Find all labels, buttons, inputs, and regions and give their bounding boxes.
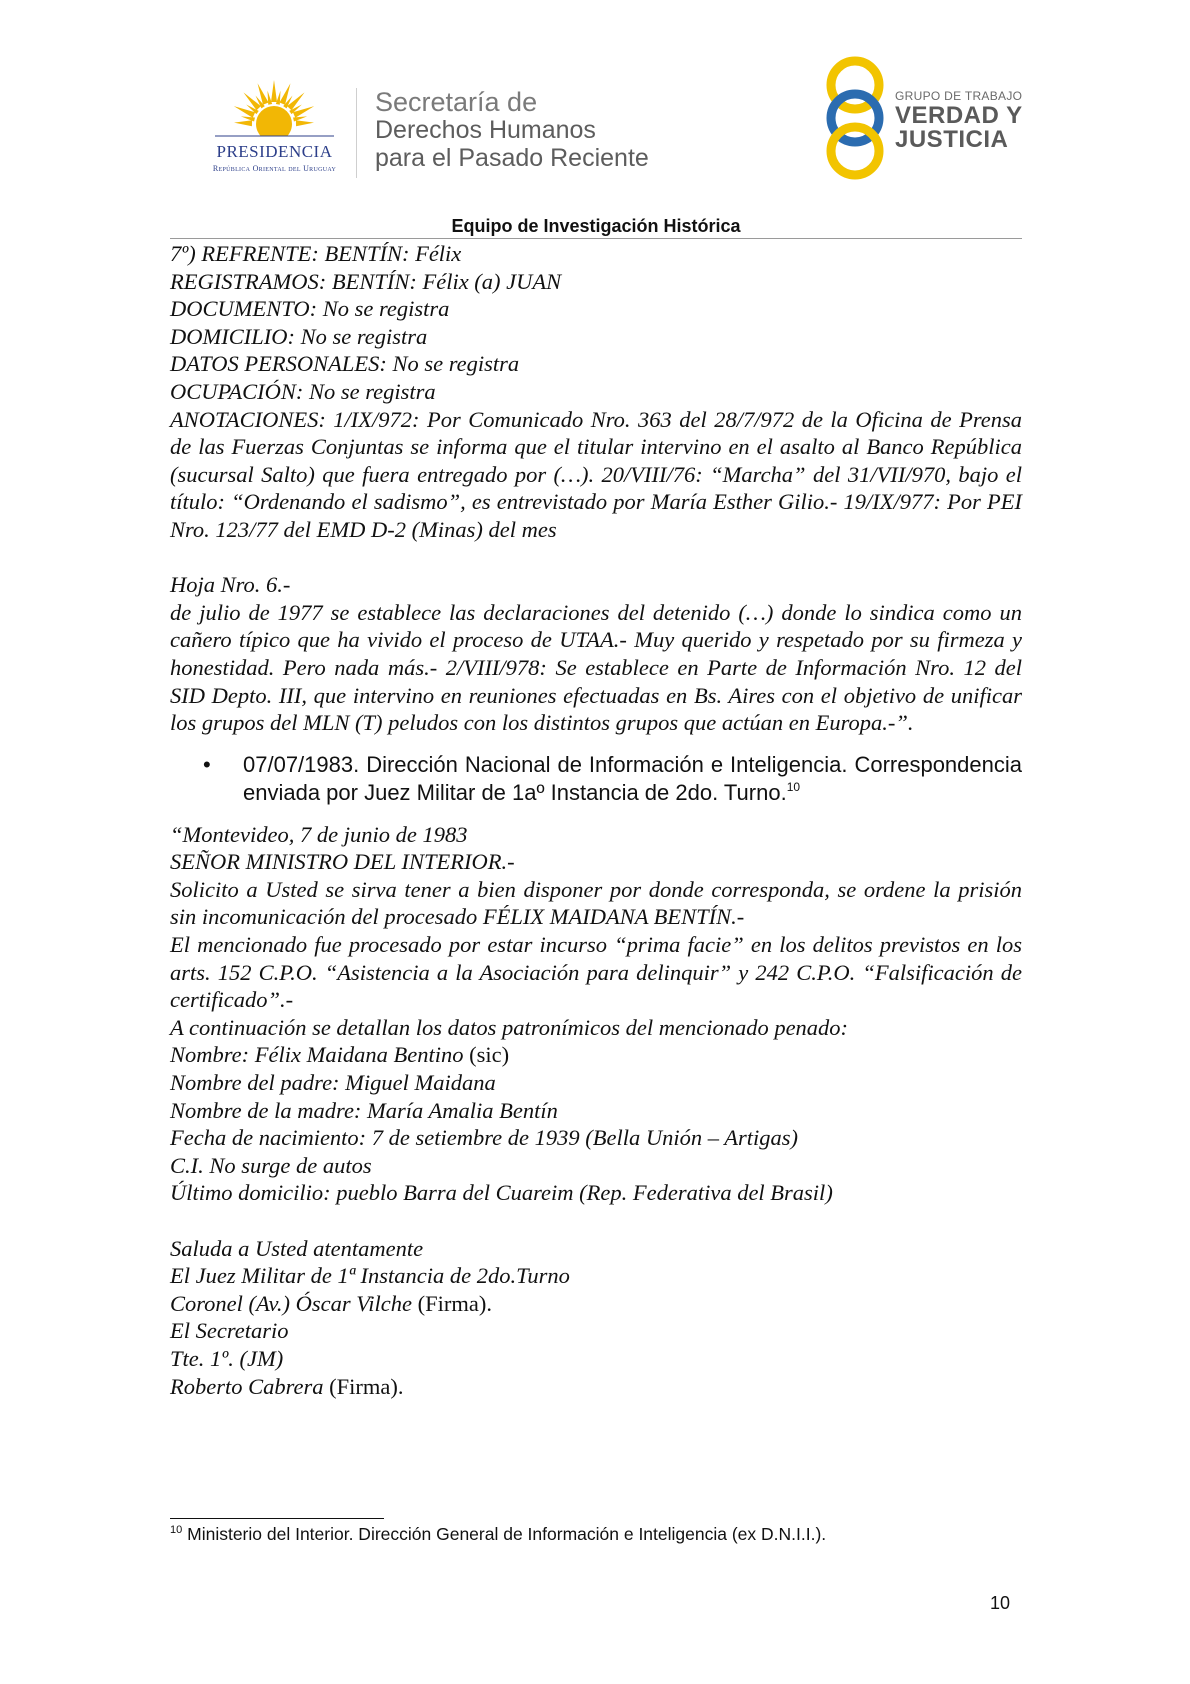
bullet-dot: • xyxy=(203,751,211,777)
footnote-rule xyxy=(170,1518,384,1519)
spacer xyxy=(170,544,1022,572)
record-hoja: Hoja Nro. 6.- xyxy=(170,572,291,598)
team-title: Equipo de Investigación Histórica xyxy=(451,216,741,236)
letter-tte: Tte. 1º. (JM) xyxy=(170,1345,284,1371)
letter-coronel: Coronel (Av.) Óscar Vilche xyxy=(170,1290,413,1316)
letter-domicilio: Último domicilio: pueblo Barra del Cuareim (Rep. Federativa del Brasil) xyxy=(170,1180,833,1206)
secretaria-line-3: para el Pasado Reciente xyxy=(375,144,649,172)
letter-saluda: Saluda a Usted atentamente xyxy=(170,1235,424,1261)
record-documento: DOCUMENTO: No se registra xyxy=(170,296,450,322)
document-body xyxy=(170,240,1022,1400)
letter-roberto-line xyxy=(170,1373,1022,1401)
grupo-verdad-justicia-logo xyxy=(820,55,1030,180)
letter-madre: Nombre de la madre: María Amalia Bentín xyxy=(170,1097,558,1123)
letter-roberto: Roberto Cabrera xyxy=(170,1373,324,1399)
letter-paragraph-3: A continuación se detallan los datos patronímicos del mencionado penado: xyxy=(170,1014,849,1040)
record-continuation: de julio de 1977 se establece las declaraciones del detenido (…) donde lo sindica como un cañero típico que ha vivido el proceso de UTAA.- Muy querido y respetado por su firmeza y honestidad. Pero nada más.- 2/VIII/978: Se establece en Parte de Información Nro. 12 del SID Depto. III, que intervino en reuniones efectuadas en Bs. Aires con el objetivo de unificar los grupos del MLN (T) peludos con los distintos grupos que actúan en Europa.-”. xyxy=(170,599,1022,736)
letter-juez: El Juez Militar de 1ª Instancia de 2do.Turno xyxy=(170,1263,570,1289)
record-referente: 7º) REFRENTE: BENTÍN: Félix xyxy=(170,241,462,266)
letter-nacimiento: Fecha de nacimiento: 7 de setiembre de 1939 (Bella Unión – Artigas) xyxy=(170,1125,798,1151)
record-registramos: REGISTRAMOS: BENTÍN: Félix (a) JUAN xyxy=(170,268,562,294)
footnote xyxy=(170,1524,1022,1545)
presidencia-title: PRESIDENCIA xyxy=(216,142,333,161)
footnote-text: Ministerio del Interior. Dirección General de Información e Inteligencia (ex D.N.I.I.). xyxy=(187,1524,827,1544)
secretaria-logo-text xyxy=(375,88,649,172)
letter-date: “Montevideo, 7 de junio de 1983 xyxy=(170,821,468,847)
footnote-reference[interactable]: 10 xyxy=(786,779,801,794)
record-datos-personales: DATOS PERSONALES: No se registra xyxy=(170,351,520,377)
grupo-line-2: VERDAD Y xyxy=(895,102,1023,129)
letter-ci: C.I. No surge de autos xyxy=(170,1152,372,1178)
letter-secretario: El Secretario xyxy=(170,1318,289,1344)
record-anotaciones: ANOTACIONES: 1/IX/972: Por Comunicado Nro. 363 del 28/7/972 de la Oficina de Prensa de las Fuerzas Conjuntas se informa que el titular intervino en el asalto al Banco República (sucursal Salto) que fuera entregado por (…). 20/VIII/76: “Marcha” del 31/VII/970, bajo el título: “Ordenando el sadismo”, es entrevistado por María Esther Gilio.- 19/IX/977: Por PEI Nro. 123/77 del EMD D-2 (Minas) del mes xyxy=(170,406,1022,542)
presidencia-subtitle: República Oriental del Uruguay xyxy=(212,164,337,173)
letter-paragraph-2: El mencionado fue procesado por estar incurso “prima facie” en los delitos previstos en los arts. 152 C.P.O. “Asistencia a la Asociación para delinquir” y 242 C.P.O. “Falsificación de certificado”.- xyxy=(170,932,1022,1013)
letter-paragraph-1: Solicito a Usted se sirva tener a bien disponer por donde corresponda, se ordene la prisión sin incomunicación del procesado FÉLIX MAIDANA BENTÍN.- xyxy=(170,876,1022,930)
page-number: 10 xyxy=(990,1593,1011,1613)
record-ocupacion: OCUPACIÓN: No se registra xyxy=(170,378,436,404)
bullet-text: 07/07/1983. Dirección Nacional de Información e Inteligencia. Correspondencia enviada por Juez Militar de 1aº Instancia de 2do. Turno. xyxy=(243,751,1022,805)
secretaria-line-1: Secretaría de xyxy=(375,87,538,117)
header-rule xyxy=(170,238,1022,239)
letter-padre: Nombre del padre: Miguel Maidana xyxy=(170,1070,496,1096)
letter-nombre-sic: (sic) xyxy=(469,1042,510,1068)
sun-emblem-icon xyxy=(197,78,352,148)
secretaria-line-2: Derechos Humanos xyxy=(375,116,596,144)
presidencia-logo xyxy=(197,78,352,188)
record-domicilio: DOMICILIO: No se registra xyxy=(170,323,428,349)
logo-divider xyxy=(356,88,357,178)
letter-nombre-line xyxy=(170,1041,1022,1069)
letter-nombre: Nombre: Félix Maidana Bentino xyxy=(170,1042,464,1068)
bullet-item xyxy=(203,751,1022,807)
letter-coronel-line xyxy=(170,1290,1022,1318)
letter-addressee: SEÑOR MINISTRO DEL INTERIOR.- xyxy=(170,849,515,875)
spacer xyxy=(170,1207,1022,1235)
grupo-line-3: JUSTICIA xyxy=(895,126,1009,153)
grupo-line-1: GRUPO DE TRABAJO xyxy=(895,89,1023,103)
letter-coronel-firma: (Firma). xyxy=(417,1290,493,1316)
letter-roberto-firma: (Firma). xyxy=(329,1373,404,1399)
footnote-number: 10 xyxy=(170,1524,183,1536)
interlocked-rings-icon xyxy=(820,55,890,180)
